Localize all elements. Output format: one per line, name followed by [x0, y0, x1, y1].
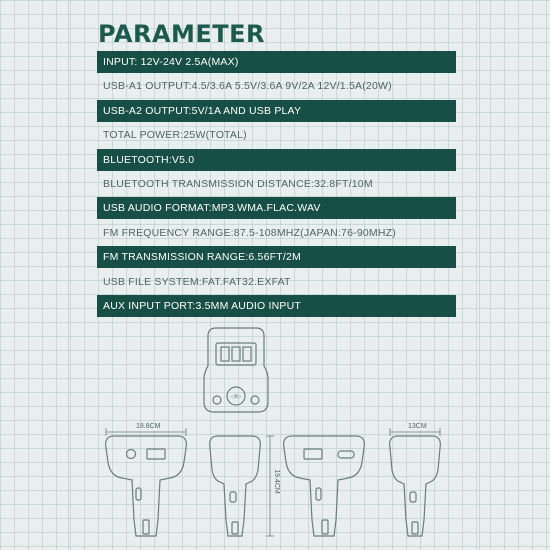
parameter-row: USB AUDIO FORMAT:MP3.WMA.FLAC.WAV [97, 197, 456, 219]
side-view-depth [390, 436, 441, 536]
parameter-row: AUX INPUT PORT:3.5MM AUDIO INPUT [97, 295, 456, 317]
parameter-row: BLUETOOTH TRANSMISSION DISTANCE:32.8FT/10M [103, 178, 373, 190]
front-view-device [204, 328, 268, 412]
parameter-row: USB-A2 OUTPUT:5V/1A AND USB PLAY [97, 100, 456, 122]
svg-text:◁II▷: ◁II▷ [230, 394, 242, 400]
width-dimension-label: 18.8CM [136, 423, 161, 430]
side-view-ports [106, 436, 187, 536]
parameter-row: FM TRANSMISSION RANGE:6.56FT/2M [97, 246, 456, 268]
depth-dimension-label: 13CM [408, 423, 427, 430]
parameter-row: BLUETOOTH:V5.0 [97, 149, 456, 171]
side-view-profile [210, 436, 261, 536]
parameter-row: USB-A1 OUTPUT:4.5/3.6A 5.5V/3.6A 9V/2A 12V/1.5A(20W) [103, 80, 392, 93]
height-dimension-label: 19.4CM [272, 469, 280, 494]
parameter-row: TOTAL POWER:25W(TOTAL) [103, 129, 247, 142]
parameter-row: FM FREQUENCY RANGE:87.5-108MHZ(JAPAN:76-90MHZ) [103, 226, 396, 239]
parameter-row: USB FILE SYSTEM:FAT.FAT32.EXFAT [103, 275, 291, 288]
side-view-usb [284, 436, 365, 536]
page-title: PARAMETER [98, 20, 266, 48]
parameter-row: INPUT: 12V-24V 2.5A(MAX) [97, 51, 456, 73]
